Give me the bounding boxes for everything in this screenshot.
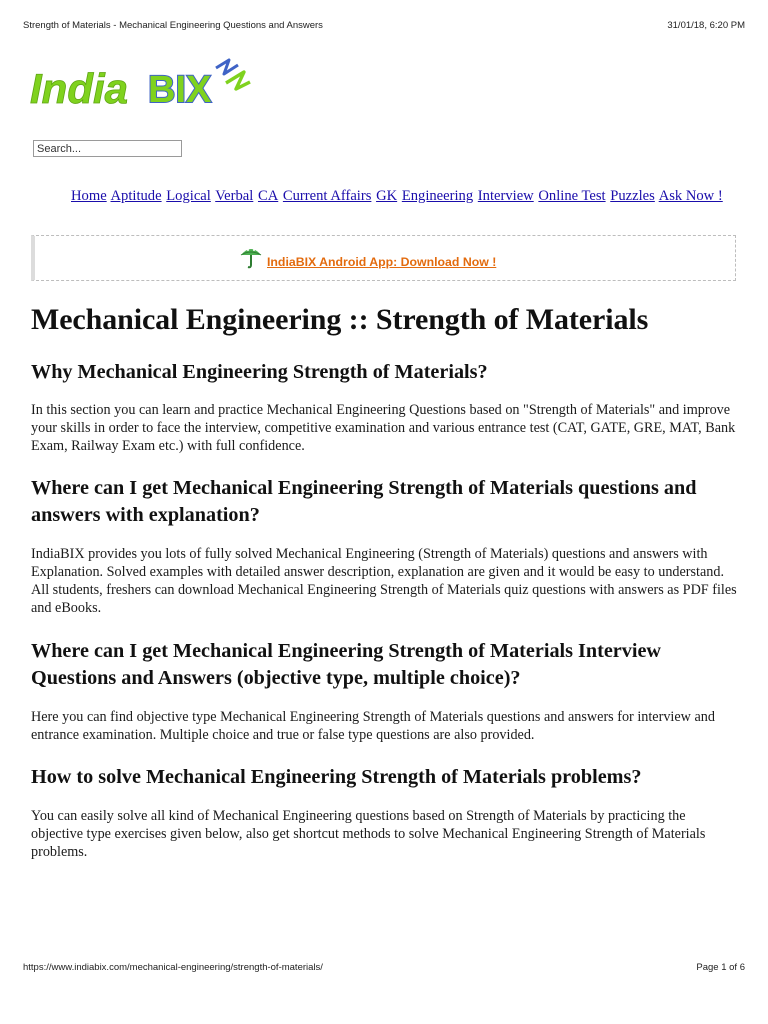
- nav-verbal[interactable]: Verbal: [215, 188, 254, 204]
- nav-puzzles[interactable]: Puzzles: [610, 188, 655, 204]
- section-heading: Where can I get Mechanical Engineering Strength of Materials questions and answers with explanation?: [31, 477, 697, 526]
- print-footer: [23, 962, 745, 973]
- indiabix-logo: [30, 56, 252, 118]
- section-interview-questions: [31, 638, 741, 744]
- search-input[interactable]: [33, 140, 182, 157]
- nav-gk[interactable]: GK: [376, 188, 398, 204]
- nav-ask-now[interactable]: Ask Now !: [658, 188, 723, 204]
- print-footer-page: Page 1 of 6: [696, 962, 745, 973]
- section-heading: Where can I get Mechanical Engineering Strength of Materials Interview Questions and Answers (objective type, multiple choice)?: [31, 640, 662, 689]
- section-heading: Why Mechanical Engineering Strength of Materials?: [31, 361, 488, 383]
- section-body: IndiaBIX provides you lots of fully solved Mechanical Engineering (Strength of Materials) questions and answers with Explanation. Solved examples with detailed answer description, explanation are given and it would be easy to understand. All students, freshers can download Mechanical Engineering Strength of Materials quiz questions with answers as PDF files and eBooks.: [31, 546, 737, 616]
- nav-aptitude[interactable]: Aptitude: [110, 188, 162, 204]
- section-why: [31, 359, 741, 455]
- top-nav: [31, 188, 736, 205]
- section-heading: How to solve Mechanical Engineering Strength of Materials problems?: [31, 766, 642, 788]
- logo-text-india: India: [30, 65, 129, 112]
- nav-interview[interactable]: Interview: [477, 188, 534, 204]
- nav-online-test[interactable]: Online Test: [538, 188, 606, 204]
- main-content: [31, 298, 741, 861]
- nav-engineering[interactable]: Engineering: [401, 188, 474, 204]
- android-icon: [239, 243, 263, 269]
- section-body: You can easily solve all kind of Mechanical Engineering questions based on Strength of Materials by practicing the objective type exercises given below, also get shortcut methods to solve Mechanical Engineering Strength of Materials problems.: [31, 808, 706, 860]
- android-app-download-link[interactable]: IndiaBIX Android App: Download Now !: [267, 255, 497, 269]
- print-header-datetime: 31/01/18, 6:20 PM: [667, 20, 745, 31]
- nav-home[interactable]: Home: [71, 188, 107, 204]
- section-how-to-solve: [31, 764, 741, 861]
- nav-current-affairs[interactable]: Current Affairs: [282, 188, 372, 204]
- page-title: Mechanical Engineering :: Strength of Materials: [31, 303, 649, 336]
- android-app-banner: [31, 235, 736, 281]
- nav-logical[interactable]: Logical: [166, 188, 211, 204]
- logo-text-bix: BIX: [148, 69, 212, 111]
- nav-ca[interactable]: CA: [257, 188, 279, 204]
- print-header-title: Strength of Materials - Mechanical Engineering Questions and Answers: [23, 20, 323, 31]
- print-header: [23, 20, 745, 31]
- lightning-icon: [216, 60, 250, 89]
- section-body: In this section you can learn and practice Mechanical Engineering Questions based on "Strength of Materials" and improve your skills in order to face the interview, competitive examination and various entrance test (CAT, GATE, GRE, MAT, Bank Exam, Railway Exam etc.) with full confidence.: [31, 402, 736, 454]
- print-footer-url: https://www.indiabix.com/mechanical-engineering/strength-of-materials/: [23, 962, 323, 973]
- section-body: Here you can find objective type Mechanical Engineering Strength of Materials questions and answers for interview and entrance examination. Multiple choice and true or false type questions are also provided.: [31, 709, 715, 743]
- section-where-explanation: [31, 475, 741, 617]
